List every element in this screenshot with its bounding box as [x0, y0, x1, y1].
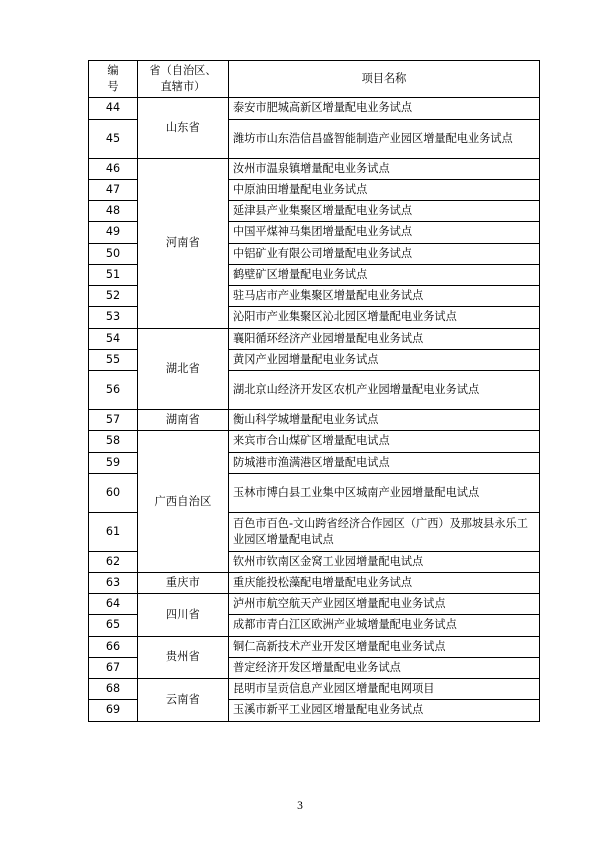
cell-number: 52: [89, 286, 138, 307]
cell-project-name: 中铝矿业有限公司增量配电业务试点: [229, 243, 540, 264]
cell-project-name: 泸州市航空航天产业园区增量配电业务试点: [229, 594, 540, 615]
cell-project-name: 铜仁高新技术产业开发区增量配电业务试点: [229, 636, 540, 657]
cell-province: 云南省: [138, 679, 229, 721]
cell-number: 68: [89, 679, 138, 700]
cell-number: 47: [89, 179, 138, 200]
cell-project-name: 中原油田增量配电业务试点: [229, 179, 540, 200]
cell-number: 66: [89, 636, 138, 657]
cell-project-name: 中国平煤神马集团增量配电业务试点: [229, 222, 540, 243]
cell-number: 67: [89, 657, 138, 678]
cell-number: 44: [89, 98, 138, 119]
cell-number: 58: [89, 431, 138, 452]
table-row: [89, 594, 540, 615]
cell-project-name: 汝州市温泉镇增量配电业务试点: [229, 158, 540, 179]
cell-project-name: 沁阳市产业集聚区沁北园区增量配电业务试点: [229, 307, 540, 328]
table-row: [89, 679, 540, 700]
column-header-province: [138, 61, 229, 98]
cell-province: 四川省: [138, 594, 229, 636]
column-header-number-line1: 编: [107, 64, 119, 77]
cell-project-name: 潍坊市山东浩信昌盛智能制造产业园区增量配电业务试点: [229, 119, 540, 158]
cell-number: 51: [89, 264, 138, 285]
table-header: [89, 61, 540, 98]
table-row: [89, 410, 540, 431]
cell-number: 59: [89, 452, 138, 473]
cell-number: 56: [89, 371, 138, 410]
cell-project-name: 衡山科学城增量配电业务试点: [229, 410, 540, 431]
cell-number: 60: [89, 473, 138, 512]
cell-project-name: 昆明市呈贡信息产业园区增量配电网项目: [229, 679, 540, 700]
cell-project-name: 黄冈产业园增量配电业务试点: [229, 349, 540, 370]
cell-number: 65: [89, 615, 138, 636]
project-table: [88, 60, 540, 722]
cell-project-name: 成都市青白江区欧洲产业城增量配电业务试点: [229, 615, 540, 636]
cell-project-name: 玉溪市新平工业园区增量配电业务试点: [229, 700, 540, 721]
cell-number: 54: [89, 328, 138, 349]
table-row: [89, 328, 540, 349]
table-header-row: [89, 61, 540, 98]
column-header-project: 项目名称: [229, 61, 540, 98]
cell-project-name: 湖北京山经济开发区农机产业园增量配电业务试点: [229, 371, 540, 410]
cell-project-name: 鹤壁矿区增量配电业务试点: [229, 264, 540, 285]
cell-province: 湖南省: [138, 410, 229, 431]
cell-number: 49: [89, 222, 138, 243]
cell-province: 湖北省: [138, 328, 229, 409]
cell-number: 53: [89, 307, 138, 328]
cell-province: 重庆市: [138, 572, 229, 593]
cell-number: 69: [89, 700, 138, 721]
cell-province: 河南省: [138, 158, 229, 328]
cell-number: 45: [89, 119, 138, 158]
cell-project-name: 泰安市肥城高新区增量配电业务试点: [229, 98, 540, 119]
cell-project-name: 来宾市合山煤矿区增量配电试点: [229, 431, 540, 452]
cell-project-name: 重庆能投松藻配电增量配电业务试点: [229, 572, 540, 593]
cell-province: 贵州省: [138, 636, 229, 678]
cell-number: 50: [89, 243, 138, 264]
cell-number: 61: [89, 512, 138, 551]
page-number: 3: [297, 800, 303, 812]
cell-project-name: 普定经济开发区增量配电业务试点: [229, 657, 540, 678]
table-row: [89, 572, 540, 593]
cell-project-name: 驻马店市产业集聚区增量配电业务试点: [229, 286, 540, 307]
cell-project-name: 防城港市渔满港区增量配电试点: [229, 452, 540, 473]
table-row: [89, 98, 540, 119]
cell-project-name: 延津县产业集聚区增量配电业务试点: [229, 201, 540, 222]
cell-province: 广西自治区: [138, 431, 229, 573]
table-row: [89, 431, 540, 452]
cell-project-name: 玉林市博白县工业集中区城南产业园增量配电试点: [229, 473, 540, 512]
column-header-number: [89, 61, 138, 98]
cell-number: 62: [89, 551, 138, 572]
cell-number: 55: [89, 349, 138, 370]
table-row: [89, 636, 540, 657]
cell-province: 山东省: [138, 98, 229, 158]
cell-number: 64: [89, 594, 138, 615]
table-row: [89, 158, 540, 179]
column-header-number-line2: 号: [107, 80, 119, 94]
cell-number: 46: [89, 158, 138, 179]
cell-number: 48: [89, 201, 138, 222]
cell-project-name: 钦州市钦南区金窝工业园增量配电试点: [229, 551, 540, 572]
cell-project-name: 百色市百色-文山跨省经济合作园区（广西）及那坡县永乐工业园区增量配电试点: [229, 512, 540, 551]
table-body: [89, 98, 540, 721]
column-header-province-line1: 省（自治区、: [149, 64, 217, 77]
cell-number: 63: [89, 572, 138, 593]
cell-number: 57: [89, 410, 138, 431]
cell-project-name: 襄阳循环经济产业园增量配电业务试点: [229, 328, 540, 349]
column-header-province-line2: 直辖市）: [160, 80, 206, 94]
